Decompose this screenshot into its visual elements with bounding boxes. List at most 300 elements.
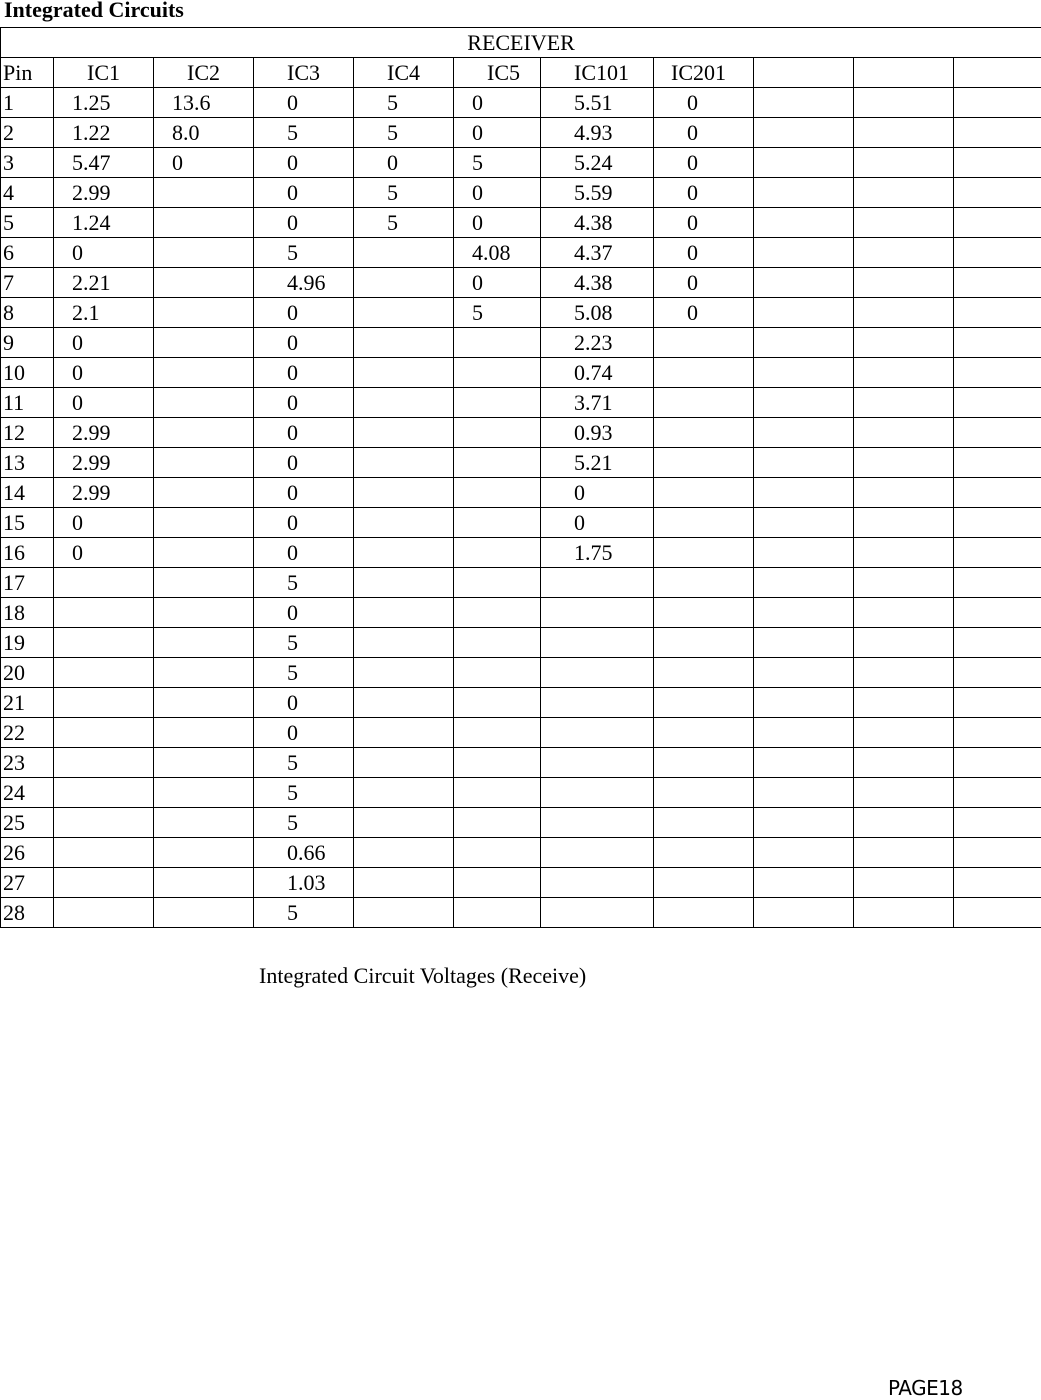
table-title-row <box>1 28 1041 58</box>
voltage-cell: 5.21 <box>541 448 654 478</box>
voltage-cell: 1.03 <box>254 868 354 898</box>
pin-number-cell: 11 <box>1 388 54 418</box>
table-row <box>1 268 1041 298</box>
voltage-cell: 2.99 <box>54 178 154 208</box>
voltage-cell <box>354 658 454 688</box>
voltage-cell <box>854 568 954 598</box>
voltage-cell <box>754 658 854 688</box>
voltage-cell: 13.6 <box>154 88 254 118</box>
voltage-cell: 5 <box>354 88 454 118</box>
voltage-cell: 0 <box>254 388 354 418</box>
voltage-cell <box>754 358 854 388</box>
voltage-cell <box>854 448 954 478</box>
voltage-cell <box>654 418 754 448</box>
voltage-cell <box>354 568 454 598</box>
voltage-cell <box>154 508 254 538</box>
voltage-cell <box>154 238 254 268</box>
voltage-cell <box>154 388 254 418</box>
voltage-cell <box>654 628 754 658</box>
voltage-cell: 0 <box>654 298 754 328</box>
voltage-cell: 0 <box>54 358 154 388</box>
column-header: Pin <box>1 58 54 88</box>
pin-number-cell: 17 <box>1 568 54 598</box>
voltage-cell <box>854 838 954 868</box>
voltage-cell <box>154 868 254 898</box>
voltage-cell <box>654 718 754 748</box>
voltage-cell <box>354 478 454 508</box>
table-row <box>1 388 1041 418</box>
voltage-cell <box>454 808 541 838</box>
voltage-cell: 5 <box>454 148 541 178</box>
voltage-cell <box>54 688 154 718</box>
voltage-cell <box>154 538 254 568</box>
voltage-cell <box>754 208 854 238</box>
voltage-cell: 2.21 <box>54 268 154 298</box>
voltage-cell <box>954 148 1041 178</box>
voltage-cell: 5.08 <box>541 298 654 328</box>
voltage-cell: 0 <box>654 268 754 298</box>
voltage-cell <box>954 598 1041 628</box>
voltage-cell <box>854 478 954 508</box>
pin-number-cell: 4 <box>1 178 54 208</box>
column-header: IC5 <box>454 58 541 88</box>
voltage-cell <box>454 778 541 808</box>
voltage-cell <box>954 388 1041 418</box>
pin-number-cell: 23 <box>1 748 54 778</box>
voltage-cell <box>54 868 154 898</box>
voltage-cell: 0 <box>254 298 354 328</box>
voltage-cell <box>954 478 1041 508</box>
voltage-cell <box>354 868 454 898</box>
voltage-cell <box>854 538 954 568</box>
table-row <box>1 448 1041 478</box>
voltage-cell: 0 <box>654 118 754 148</box>
pin-number-cell: 24 <box>1 778 54 808</box>
voltage-cell: 1.25 <box>54 88 154 118</box>
voltage-cell <box>754 538 854 568</box>
voltage-cell <box>654 688 754 718</box>
voltage-cell <box>541 868 654 898</box>
pin-number-cell: 9 <box>1 328 54 358</box>
pin-number-cell: 20 <box>1 658 54 688</box>
voltage-cell <box>541 778 654 808</box>
voltage-cell <box>54 838 154 868</box>
voltage-cell: 5 <box>354 118 454 148</box>
voltage-cell: 0.93 <box>541 418 654 448</box>
column-header <box>854 58 954 88</box>
voltage-cell: 5 <box>254 808 354 838</box>
table-row <box>1 568 1041 598</box>
voltage-cell: 4.08 <box>454 238 541 268</box>
voltage-cell: 0 <box>654 88 754 118</box>
voltage-cell: 0.74 <box>541 358 654 388</box>
voltage-cell: 0 <box>254 448 354 478</box>
voltage-cell <box>654 388 754 418</box>
voltage-cell <box>154 328 254 358</box>
voltage-cell: 5.51 <box>541 88 654 118</box>
voltage-cell: 1.22 <box>54 118 154 148</box>
column-header: IC2 <box>154 58 254 88</box>
voltage-cell: 4.38 <box>541 208 654 238</box>
voltage-cell: 5 <box>254 238 354 268</box>
voltage-cell: 5 <box>254 778 354 808</box>
voltage-cell <box>854 88 954 118</box>
voltage-cell: 5 <box>354 178 454 208</box>
voltage-cell <box>954 718 1041 748</box>
voltage-cell <box>654 838 754 868</box>
pin-number-cell: 14 <box>1 478 54 508</box>
table-caption: Integrated Circuit Voltages (Receive) <box>259 962 586 990</box>
voltage-cell <box>541 718 654 748</box>
voltage-cell <box>954 268 1041 298</box>
voltage-cell: 0 <box>454 88 541 118</box>
voltage-cell <box>54 748 154 778</box>
voltage-cell: 0 <box>254 208 354 238</box>
voltage-cell <box>354 778 454 808</box>
voltage-cell: 0 <box>54 388 154 418</box>
voltage-cell <box>754 598 854 628</box>
voltage-cell <box>754 478 854 508</box>
voltage-cell <box>654 538 754 568</box>
voltage-cell <box>654 508 754 538</box>
voltage-cell <box>854 898 954 928</box>
voltage-cell <box>454 478 541 508</box>
voltage-cell <box>354 508 454 538</box>
voltage-cell <box>954 418 1041 448</box>
voltage-cell <box>854 748 954 778</box>
voltage-cell <box>754 118 854 148</box>
voltage-cell <box>654 868 754 898</box>
voltage-cell <box>954 658 1041 688</box>
voltage-cell <box>954 298 1041 328</box>
voltage-cell <box>854 208 954 238</box>
voltage-cell: 0 <box>254 508 354 538</box>
table-row <box>1 118 1041 148</box>
voltage-cell <box>654 658 754 688</box>
voltage-cell <box>54 658 154 688</box>
voltage-cell <box>954 328 1041 358</box>
voltage-cell <box>154 568 254 598</box>
voltage-cell <box>754 718 854 748</box>
voltage-cell: 1.75 <box>541 538 654 568</box>
voltage-cell <box>154 268 254 298</box>
pin-number-cell: 3 <box>1 148 54 178</box>
voltage-cell <box>754 88 854 118</box>
voltage-cell <box>354 538 454 568</box>
ic-voltage-table <box>0 27 1041 928</box>
voltage-cell <box>154 358 254 388</box>
voltage-cell <box>54 808 154 838</box>
voltage-cell <box>754 508 854 538</box>
pin-number-cell: 18 <box>1 598 54 628</box>
column-header <box>954 58 1041 88</box>
voltage-cell <box>454 388 541 418</box>
voltage-cell: 5 <box>254 118 354 148</box>
pin-number-cell: 1 <box>1 88 54 118</box>
voltage-cell: 2.1 <box>54 298 154 328</box>
voltage-cell <box>454 328 541 358</box>
voltage-cell <box>954 838 1041 868</box>
voltage-cell: 0 <box>254 418 354 448</box>
page-number: PAGE18 <box>888 1376 963 1400</box>
voltage-cell <box>541 748 654 778</box>
voltage-cell <box>154 658 254 688</box>
voltage-cell <box>54 628 154 658</box>
pin-number-cell: 19 <box>1 628 54 658</box>
voltage-cell: 0 <box>454 268 541 298</box>
voltage-cell: 0 <box>541 478 654 508</box>
page-heading: Integrated Circuits <box>4 0 184 23</box>
voltage-cell <box>354 298 454 328</box>
voltage-cell <box>654 748 754 778</box>
voltage-cell: 0 <box>254 688 354 718</box>
voltage-cell <box>854 178 954 208</box>
voltage-cell <box>854 298 954 328</box>
voltage-cell <box>754 748 854 778</box>
table-row <box>1 418 1041 448</box>
voltage-cell <box>354 898 454 928</box>
column-header: IC3 <box>254 58 354 88</box>
voltage-cell <box>54 718 154 748</box>
voltage-cell <box>541 898 654 928</box>
voltage-cell <box>154 298 254 328</box>
voltage-cell <box>354 688 454 718</box>
voltage-cell: 3.71 <box>541 388 654 418</box>
voltage-cell: 2.23 <box>541 328 654 358</box>
table-row <box>1 88 1041 118</box>
pin-number-cell: 22 <box>1 718 54 748</box>
table-row <box>1 688 1041 718</box>
voltage-cell <box>854 118 954 148</box>
voltage-cell <box>154 208 254 238</box>
table-row <box>1 538 1041 568</box>
voltage-cell <box>954 88 1041 118</box>
pin-number-cell: 25 <box>1 808 54 838</box>
pin-number-cell: 28 <box>1 898 54 928</box>
voltage-cell <box>354 448 454 478</box>
voltage-cell <box>754 418 854 448</box>
voltage-cell: 0 <box>541 508 654 538</box>
voltage-cell: 4.93 <box>541 118 654 148</box>
voltage-cell <box>354 838 454 868</box>
voltage-cell: 1.24 <box>54 208 154 238</box>
voltage-cell <box>954 568 1041 598</box>
voltage-cell <box>354 268 454 298</box>
voltage-cell <box>154 628 254 658</box>
voltage-cell: 0 <box>454 178 541 208</box>
voltage-cell <box>354 718 454 748</box>
voltage-cell: 4.96 <box>254 268 354 298</box>
voltage-cell <box>654 568 754 598</box>
column-header <box>754 58 854 88</box>
voltage-cell <box>754 778 854 808</box>
voltage-cell <box>954 448 1041 478</box>
voltage-cell <box>654 478 754 508</box>
voltage-cell <box>354 598 454 628</box>
voltage-cell <box>654 598 754 628</box>
column-header: IC1 <box>54 58 154 88</box>
voltage-cell <box>854 388 954 418</box>
voltage-cell: 2.99 <box>54 448 154 478</box>
voltage-cell: 0 <box>454 118 541 148</box>
pin-number-cell: 7 <box>1 268 54 298</box>
voltage-cell <box>854 688 954 718</box>
pin-number-cell: 21 <box>1 688 54 718</box>
voltage-cell <box>454 418 541 448</box>
voltage-cell <box>354 238 454 268</box>
voltage-cell <box>454 538 541 568</box>
voltage-cell: 0 <box>254 718 354 748</box>
table-row <box>1 598 1041 628</box>
voltage-cell <box>541 808 654 838</box>
voltage-cell: 0 <box>654 208 754 238</box>
voltage-cell <box>654 448 754 478</box>
voltage-cell <box>854 658 954 688</box>
voltage-cell <box>154 778 254 808</box>
voltage-cell <box>954 628 1041 658</box>
voltage-cell <box>954 898 1041 928</box>
table-row <box>1 658 1041 688</box>
voltage-cell <box>954 358 1041 388</box>
table-row <box>1 328 1041 358</box>
voltage-cell <box>754 148 854 178</box>
voltage-cell <box>541 658 654 688</box>
voltage-cell <box>954 208 1041 238</box>
voltage-cell <box>154 748 254 778</box>
table-row <box>1 208 1041 238</box>
voltage-cell <box>954 238 1041 268</box>
voltage-cell <box>454 598 541 628</box>
voltage-cell: 0 <box>254 598 354 628</box>
voltage-cell <box>854 598 954 628</box>
voltage-cell <box>454 898 541 928</box>
voltage-cell <box>654 898 754 928</box>
table-row <box>1 298 1041 328</box>
voltage-cell <box>454 358 541 388</box>
voltage-cell <box>754 838 854 868</box>
voltage-cell: 2.99 <box>54 418 154 448</box>
voltage-cell <box>954 778 1041 808</box>
voltage-cell <box>654 328 754 358</box>
table-body <box>1 28 1041 928</box>
voltage-cell <box>154 418 254 448</box>
column-header: IC201 <box>654 58 754 88</box>
voltage-cell <box>354 628 454 658</box>
voltage-cell: 0 <box>254 538 354 568</box>
voltage-cell <box>454 718 541 748</box>
voltage-cell <box>754 688 854 718</box>
voltage-cell <box>454 748 541 778</box>
voltage-cell <box>754 898 854 928</box>
voltage-cell <box>154 718 254 748</box>
table-title: RECEIVER <box>1 28 1041 58</box>
pin-number-cell: 12 <box>1 418 54 448</box>
voltage-cell <box>854 868 954 898</box>
voltage-cell: 4.38 <box>541 268 654 298</box>
table-row <box>1 358 1041 388</box>
column-header: IC4 <box>354 58 454 88</box>
voltage-cell <box>754 448 854 478</box>
voltage-cell: 5.24 <box>541 148 654 178</box>
voltage-cell <box>654 358 754 388</box>
voltage-cell: 5 <box>254 628 354 658</box>
voltage-cell <box>754 268 854 298</box>
voltage-cell: 8.0 <box>154 118 254 148</box>
table-row <box>1 628 1041 658</box>
voltage-cell <box>154 838 254 868</box>
voltage-cell <box>154 808 254 838</box>
voltage-cell: 0 <box>654 178 754 208</box>
voltage-cell <box>54 598 154 628</box>
voltage-cell <box>954 688 1041 718</box>
voltage-cell <box>854 238 954 268</box>
voltage-cell <box>854 718 954 748</box>
voltage-cell: 5 <box>254 898 354 928</box>
voltage-cell <box>954 178 1041 208</box>
voltage-cell <box>354 388 454 418</box>
voltage-cell <box>354 418 454 448</box>
table-row <box>1 838 1041 868</box>
voltage-cell: 0 <box>254 328 354 358</box>
voltage-cell <box>754 568 854 598</box>
voltage-cell <box>54 778 154 808</box>
table-row <box>1 478 1041 508</box>
voltage-cell <box>541 598 654 628</box>
voltage-cell <box>854 778 954 808</box>
voltage-cell <box>654 778 754 808</box>
pin-number-cell: 13 <box>1 448 54 478</box>
voltage-cell <box>454 448 541 478</box>
voltage-cell: 0 <box>254 88 354 118</box>
voltage-cell <box>454 688 541 718</box>
table-row <box>1 148 1041 178</box>
voltage-cell <box>154 598 254 628</box>
table-row <box>1 238 1041 268</box>
pin-number-cell: 26 <box>1 838 54 868</box>
voltage-cell <box>154 478 254 508</box>
voltage-cell <box>754 808 854 838</box>
table-row <box>1 718 1041 748</box>
table-row <box>1 898 1041 928</box>
voltage-cell <box>754 178 854 208</box>
voltage-cell: 0 <box>54 538 154 568</box>
pin-number-cell: 5 <box>1 208 54 238</box>
voltage-cell: 0 <box>654 148 754 178</box>
pin-number-cell: 6 <box>1 238 54 268</box>
voltage-cell: 0 <box>654 238 754 268</box>
voltage-cell <box>854 268 954 298</box>
voltage-cell: 0 <box>254 148 354 178</box>
voltage-cell: 0 <box>254 478 354 508</box>
voltage-cell <box>754 238 854 268</box>
pin-number-cell: 27 <box>1 868 54 898</box>
voltage-cell: 0 <box>454 208 541 238</box>
voltage-cell <box>854 418 954 448</box>
voltage-cell <box>54 568 154 598</box>
voltage-cell <box>954 118 1041 148</box>
voltage-cell <box>541 628 654 658</box>
voltage-cell: 0 <box>54 238 154 268</box>
voltage-cell <box>454 868 541 898</box>
voltage-cell: 5.47 <box>54 148 154 178</box>
voltage-cell <box>454 838 541 868</box>
voltage-cell <box>954 748 1041 778</box>
voltage-cell <box>854 148 954 178</box>
voltage-cell <box>541 688 654 718</box>
voltage-cell <box>754 298 854 328</box>
voltage-cell <box>954 508 1041 538</box>
voltage-cell: 5 <box>254 568 354 598</box>
